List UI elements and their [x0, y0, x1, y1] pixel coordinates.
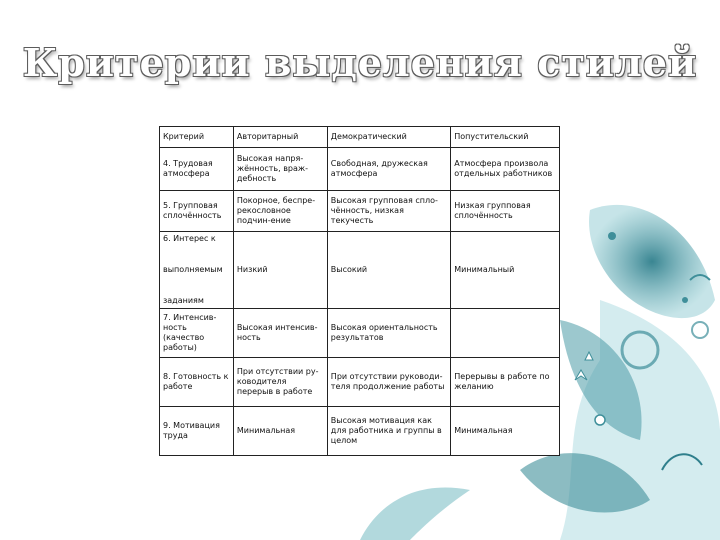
table-cell: Высокая ориентальность результатов — [327, 309, 450, 358]
cell-line: выполняемым — [163, 265, 223, 274]
table-cell: Минимальная — [451, 407, 560, 456]
table-cell — [451, 309, 560, 358]
table-cell: Перерывы в работе по желанию — [451, 358, 560, 407]
cell-line: 6. Интерес к — [163, 234, 216, 243]
table-cell: При отсутствии руководи-теля продолжение работы — [327, 358, 450, 407]
table-cell: 5. Групповая сплочённость — [160, 191, 234, 232]
table-cell: 4. Трудовая атмосфера — [160, 148, 234, 191]
table-row — [160, 309, 560, 358]
table-cell: Высокая мотивация как для работника и группы в целом — [327, 407, 450, 456]
table-cell — [160, 232, 234, 309]
header-cell: Авторитарный — [233, 127, 327, 148]
table-cell: Атмосфера произвола отдельных работников — [451, 148, 560, 191]
table-header-row — [160, 127, 560, 148]
table-row — [160, 148, 560, 191]
table-row — [160, 191, 560, 232]
table-row — [160, 358, 560, 407]
table-cell: Высокая напря-жённость, враж-дебность — [233, 148, 327, 191]
table-cell: Минимальный — [451, 232, 560, 309]
table-row — [160, 232, 560, 309]
header-cell: Критерий — [160, 127, 234, 148]
criteria-table — [159, 126, 560, 456]
table-cell: Высокая интенсив-ность — [233, 309, 327, 358]
table-cell: Низкий — [233, 232, 327, 309]
table-cell: 9. Мотивация труда — [160, 407, 234, 456]
table-cell: При отсутствии ру-ководителя перерыв в работе — [233, 358, 327, 407]
table-cell: Низкая групповая сплочённость — [451, 191, 560, 232]
cell-line: заданиям — [163, 296, 204, 305]
table-row — [160, 407, 560, 456]
slide-title: Критерии выделения стилей — [22, 40, 698, 85]
table-cell: Высокий — [327, 232, 450, 309]
table-cell: 7. Интенсив-ность (качество работы) — [160, 309, 234, 358]
header-cell: Попустительский — [451, 127, 560, 148]
table-cell: Высокая групповая спло-чённость, низкая текучесть — [327, 191, 450, 232]
table-cell: Свободная, дружеская атмосфера — [327, 148, 450, 191]
header-cell: Демократический — [327, 127, 450, 148]
table-cell: Минимальная — [233, 407, 327, 456]
table-cell: Покорное, беспре-рекословное подчин-ение — [233, 191, 327, 232]
table-cell: 8. Готовность к работе — [160, 358, 234, 407]
